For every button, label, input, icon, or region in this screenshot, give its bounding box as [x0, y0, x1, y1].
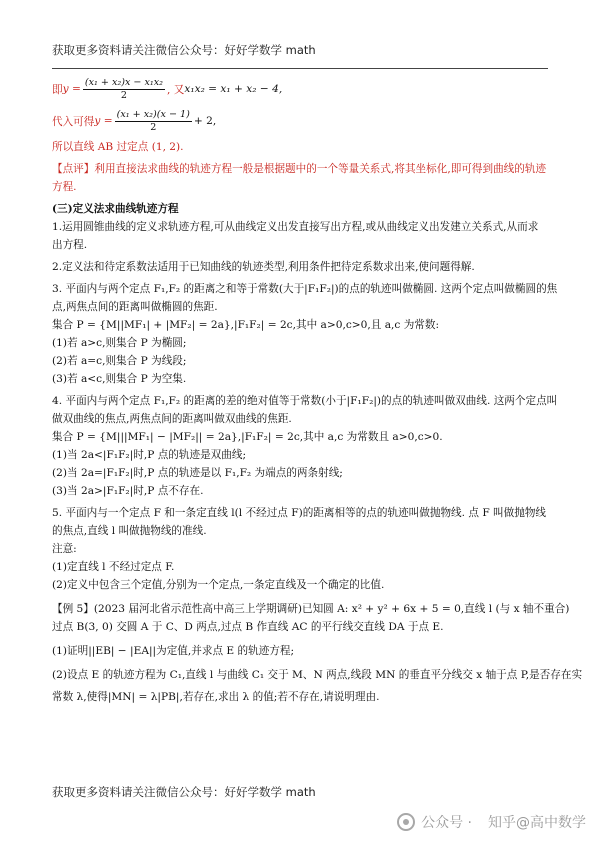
eq1-relation: x₁x₂ = x₁ + x₂ − 4, [184, 83, 283, 95]
note-label: 注意: [52, 543, 77, 555]
paragraph-2: 2.定义法和待定系数法适用于已知曲线的轨迹类型,利用条件把待定系数求出来,使问题得解. [52, 261, 475, 273]
paragraph-4e: (2)当 2a=|F₁F₂|时,P 点的轨迹是以 F₁,F₂ 为端点的两条射线; [52, 467, 343, 479]
eq1-numerator: (x₁ + x₂)x − x₁x₂ [84, 76, 164, 88]
section-title: (三)定义法求曲线轨迹方程 [52, 203, 179, 215]
note-2: (2)定义中包含三个定值,分别为一个定点,一条定直线及一个确定的比值. [52, 579, 385, 591]
equation-line-1 [52, 74, 548, 104]
eq1-fraction [83, 77, 165, 102]
example-line-4: (2)设点 E 的轨迹方程为 C₁,直线 l 与曲线 C₁ 交于 M、N 两点,线段 MN 的垂直平分线交 x 轴于点 P,是否存在实 [52, 669, 583, 681]
eq2-numerator: (x₁ + x₂)(x − 1) [116, 108, 190, 120]
watermark-source: 公众号 · [421, 815, 472, 831]
comment-line-1: 【点评】利用直接法求曲线的轨迹方程一般是根据题中的一个等量关系式,将其坐标化,即可得到曲线的轨迹 [52, 163, 547, 175]
wechat-account-icon [397, 813, 415, 831]
eq1-prefix: 即 [52, 83, 63, 96]
paragraph-4c: 集合 P = {M|||MF₁| − |MF₂|| = 2a},|F₁F₂| = 2c,其中 a,c 为常数且 a>0,c>0. [52, 431, 443, 443]
eq1-mid: , 又 [167, 83, 185, 96]
eq2-denominator: 2 [150, 121, 157, 133]
eq1-lhs: y = [62, 83, 81, 95]
comment-line-2: 方程. [52, 181, 77, 193]
page-footer: 获取更多资料请关注微信公众号：好好学数学 math [52, 785, 316, 799]
paragraph-4b: 做双曲线的焦点,两焦点间的距离叫做双曲线的焦距. [52, 413, 292, 425]
example-line-3: (1)证明||EB| − |EA||为定值,并求点 E 的轨迹方程; [52, 645, 295, 657]
paragraph-1a: 1.运用圆锥曲线的定义求轨迹方程,可从曲线定义出发直接写出方程,或从曲线定义出发建立关系式,从而求 [52, 221, 539, 233]
header-divider [52, 68, 548, 69]
equation-line-2 [52, 104, 548, 138]
eq2-prefix: 代入可得 [52, 115, 95, 128]
paragraph-3f: (3)若 a<c,则集合 P 为空集. [52, 373, 187, 385]
paragraph-5b: 的焦点,直线 l 叫做抛物线的准线. [52, 525, 207, 537]
eq2-tail: + 2, [193, 115, 217, 127]
paragraph-4d: (1)当 2a<|F₁F₂|时,P 点的轨迹是双曲线; [52, 449, 247, 461]
eq2-fraction [115, 109, 192, 134]
paragraph-3a: 3. 平面内与两个定点 F₁,F₂ 的距离之和等于常数(大于|F₁F₂|)的点的轨迹叫做椭圆. 这两个定点叫做椭圆的焦 [52, 283, 558, 295]
page-content [52, 74, 583, 706]
paragraph-3e: (2)若 a=c,则集合 P 为线段; [52, 355, 187, 367]
example-line-1: 【例 5】(2023 届河北省示范性高中高三上学期调研)已知圆 A: x² + y² + 6x + 5 = 0,直线 l (与 x 轴不重合) [52, 603, 570, 615]
example-line-5: 常数 λ,使得|MN| = λ|PB|,若存在,求出 λ 的值;若不存在,请说明理由. [52, 691, 380, 703]
page-header: 获取更多资料请关注微信公众号：好好学数学 math [52, 43, 316, 57]
paragraph-5a: 5. 平面内与一个定点 F 和一条定直线 l(l 不经过点 F)的距离相等的点的轨迹叫做抛物线. 点 F 叫做抛物线 [52, 507, 547, 519]
watermark-name: 知乎@高中数学 [488, 815, 586, 831]
paragraph-4a: 4. 平面内与两个定点 F₁,F₂ 的距离的差的绝对值等于常数(小于|F₁F₂|)的点的轨迹叫做双曲线. 这两个定点叫 [52, 395, 558, 407]
watermark [397, 812, 586, 832]
conclusion-line: 所以直线 AB 过定点 (1, 2). [52, 141, 184, 153]
note-1: (1)定直线 l 不经过定点 F. [52, 561, 175, 573]
eq1-denominator: 2 [120, 89, 127, 101]
paragraph-3c: 集合 P = {M||MF₁| + |MF₂| = 2a},|F₁F₂| = 2c,其中 a>0,c>0,且 a,c 为常数: [52, 319, 440, 331]
paragraph-3b: 点,两焦点间的距离叫做椭圆的焦距. [52, 301, 218, 313]
eq2-lhs: y = [94, 115, 113, 127]
example-line-2: 过点 B(3, 0) 交圆 A 于 C、D 两点,过点 B 作直线 AC 的平行线交直线 DA 于点 E. [52, 621, 444, 633]
paragraph-4f: (3)当 2a>|F₁F₂|时,P 点不存在. [52, 485, 204, 497]
paragraph-3d: (1)若 a>c,则集合 P 为椭圆; [52, 337, 187, 349]
paragraph-1b: 出方程. [52, 239, 88, 251]
